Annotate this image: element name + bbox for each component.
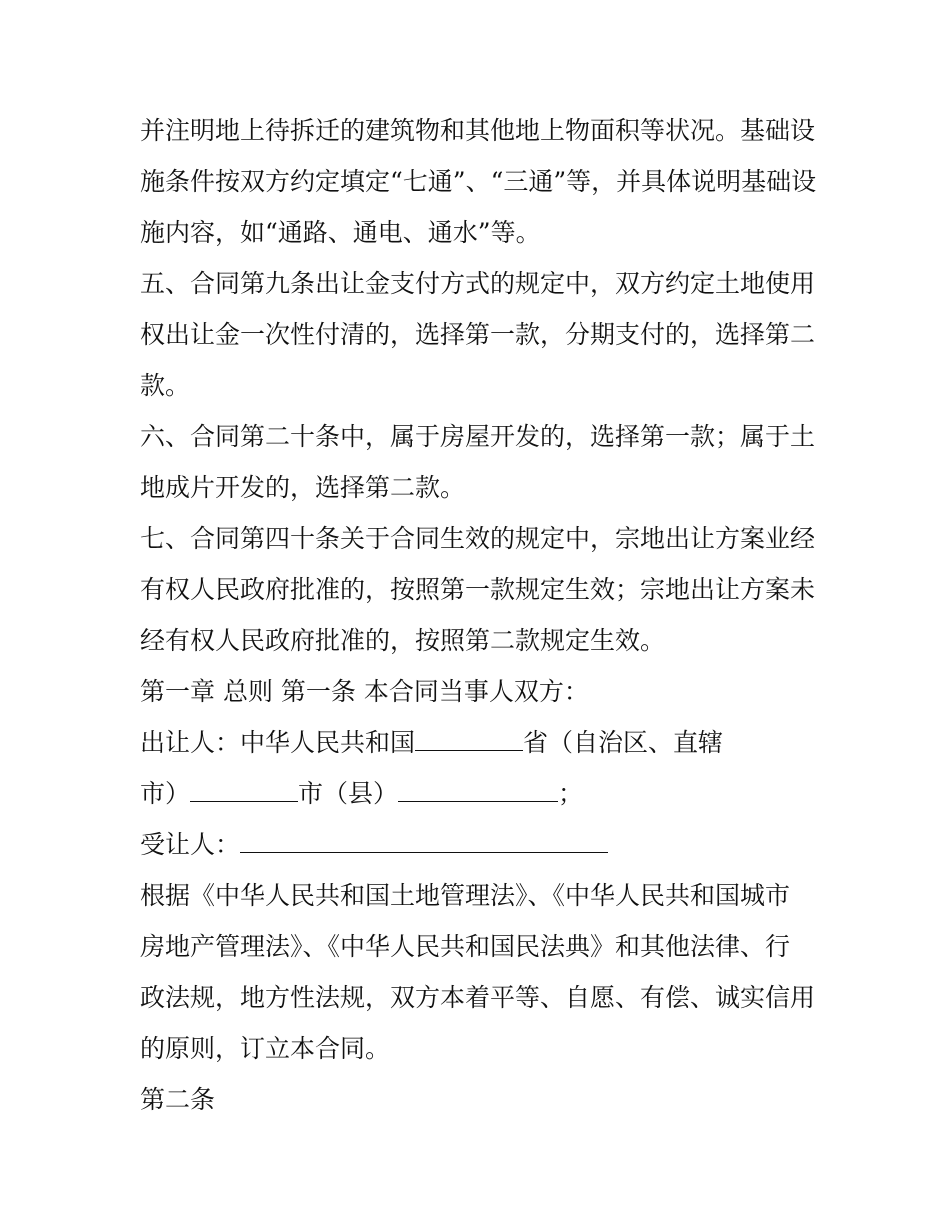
text-line: 并注明地上待拆迁的建筑物和其他地上物面积等状况。基础设: [140, 116, 816, 145]
city-prefix: 市）: [140, 779, 191, 808]
text-line: 有权人民政府批准的，按照第一款规定生效；宗地出让方案未: [140, 575, 816, 604]
text-line: 施条件按双方约定填定“七通”、“三通”等，并具体说明基础设: [140, 167, 817, 196]
city-suffix: 市（县）: [298, 779, 399, 808]
chapter-heading: 第一章 总则 第一条 本合同当事人双方：: [140, 677, 589, 706]
province-suffix: 省（自治区、直辖: [523, 728, 724, 757]
grantor-line: [140, 717, 830, 768]
text-line: 地成片开发的，选择第二款。: [140, 473, 466, 502]
grantor-end: ；: [558, 779, 584, 808]
text-line: 房地产管理法》、《中华人民共和国民法典》和其他法律、行: [140, 932, 791, 961]
grantee-blank: [240, 822, 608, 853]
text-line: 六、合同第二十条中，属于房屋开发的，选择第一款；属于土: [140, 422, 816, 451]
text-line: 七、合同第四十条关于合同生效的规定中，宗地出让方案业经: [140, 524, 816, 553]
text-line: 根据《中华人民共和国土地管理法》、《中华人民共和国城市: [140, 881, 791, 910]
document-body: [140, 105, 830, 1125]
text-line: 经有权人民政府批准的，按照第二款规定生效。: [140, 626, 666, 655]
text-line: 的原则，订立本合同。: [140, 1034, 391, 1063]
text-line: 政法规，地方性法规，双方本着平等、自愿、有偿、诚实信用: [140, 983, 816, 1012]
grantee-label: 受让人：: [140, 830, 241, 859]
city-blank: [190, 771, 298, 802]
grantor-city-line: [140, 768, 830, 819]
province-blank: [415, 720, 523, 751]
grantee-line: [140, 819, 830, 870]
text-line: 权出让金一次性付清的，选择第一款，分期支付的，选择第二: [140, 320, 816, 349]
county-blank: [398, 771, 558, 802]
article-heading: 第二条: [140, 1085, 216, 1114]
text-line: 五、合同第九条出让金支付方式的规定中，双方约定土地使用: [140, 269, 816, 298]
text-line: 施内容，如“通路、通电、通水”等。: [140, 218, 541, 247]
grantor-label: 出让人：中华人民共和国: [140, 728, 416, 757]
text-line: 款。: [140, 371, 191, 400]
